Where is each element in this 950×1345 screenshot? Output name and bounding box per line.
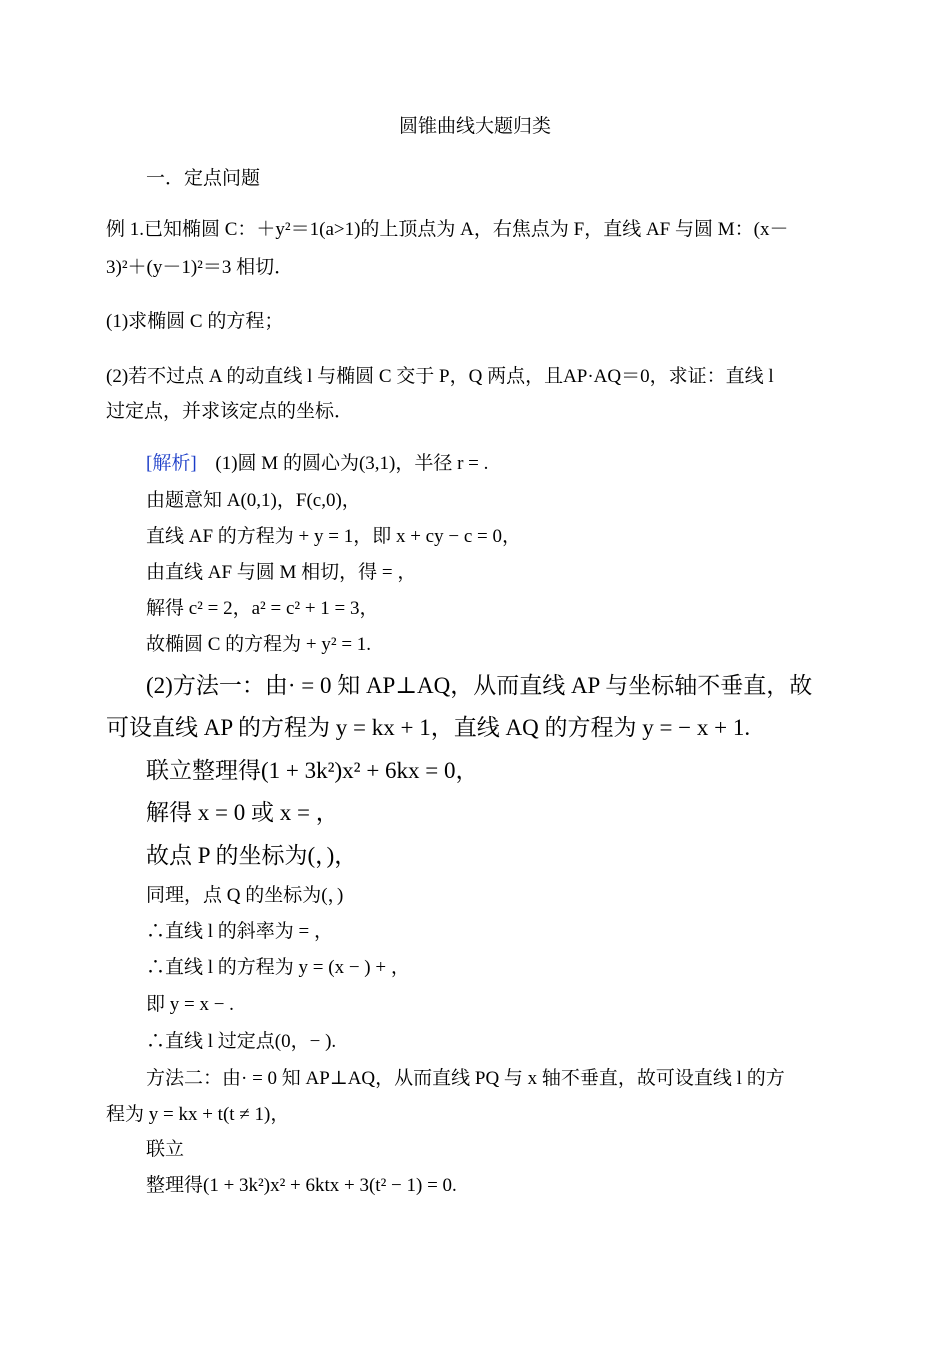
method-2-line-3: 联立	[146, 1139, 185, 1160]
method-2-line-4: 整理得(1 + 3k²)x² + 6ktx + 3(t² − 1) = 0.	[146, 1175, 457, 1196]
method-1-line-6: 同理，点 Q 的坐标为(，)	[146, 885, 344, 906]
question-2-line-1: (2)若不过点 A 的动直线 l 与椭圆 C 交于 P，Q 两点，且AP·AQ＝0，求证：直线 l	[106, 366, 774, 387]
example-text-line-2: 3)²＋(y－1)²＝3 相切．	[106, 257, 294, 278]
question-2-line-2: 过定点，并求该定点的坐标．	[106, 401, 354, 422]
method-1-line-10: ∴直线 l 过定点(0，− ).	[146, 1031, 337, 1052]
solution-text: (1)圆 M 的圆心为(3,1)，半径 r = .	[215, 453, 489, 474]
method-1-line-5: 故点 P 的坐标为(，)，	[146, 843, 358, 868]
method-2-line-2: 程为 y = kx + t(t ≠ 1)，	[106, 1104, 290, 1125]
example-text-line-1: 例 1.已知椭圆 C：＋y²＝1(a>1)的上顶点为 A，右焦点为 F，直线 AF 与圆 M：(x－	[106, 219, 789, 240]
method-1-line-7: ∴直线 l 的斜率为 = ，	[146, 921, 333, 942]
solution-line-3: 直线 AF 的方程为 + y = 1，即 x + cy − c = 0，	[146, 526, 521, 547]
method-1-line-8: ∴直线 l 的方程为 y = (x − ) + ，	[146, 957, 410, 978]
section-heading: 一．定点问题	[146, 167, 261, 189]
solution-line-2: 由题意知 A(0,1)，F(c,0)，	[146, 490, 361, 511]
solution-line-6: 故椭圆 C 的方程为 + y² = 1.	[146, 634, 372, 655]
question-1: (1)求椭圆 C 的方程；	[106, 311, 284, 332]
method-1-line-1: (2)方法一：由· = 0 知 AP⊥AQ，从而直线 AP 与坐标轴不垂直，故	[146, 673, 813, 698]
method-1-line-4: 解得 x = 0 或 x = ，	[146, 800, 339, 825]
solution-line-1	[146, 452, 488, 476]
solution-tag: [解析]	[146, 453, 197, 474]
method-1-line-3: 联立整理得(1 + 3k²)x² + 6kx = 0，	[146, 758, 479, 783]
method-1-line-2: 可设直线 AP 的方程为 y = kx + 1，直线 AQ 的方程为 y = − x + 1.	[106, 715, 751, 740]
document-title: 圆锥曲线大题归类	[398, 115, 551, 137]
method-1-line-9: 即 y = x − .	[146, 994, 234, 1015]
solution-line-4: 由直线 AF 与圆 M 相切，得 = ，	[146, 562, 417, 583]
solution-line-5: 解得 c² = 2，a² = c² + 1 = 3，	[146, 598, 379, 619]
method-2-line-1: 方法二：由· = 0 知 AP⊥AQ，从而直线 PQ 与 x 轴不垂直，故可设直线 l 的方	[146, 1068, 785, 1089]
